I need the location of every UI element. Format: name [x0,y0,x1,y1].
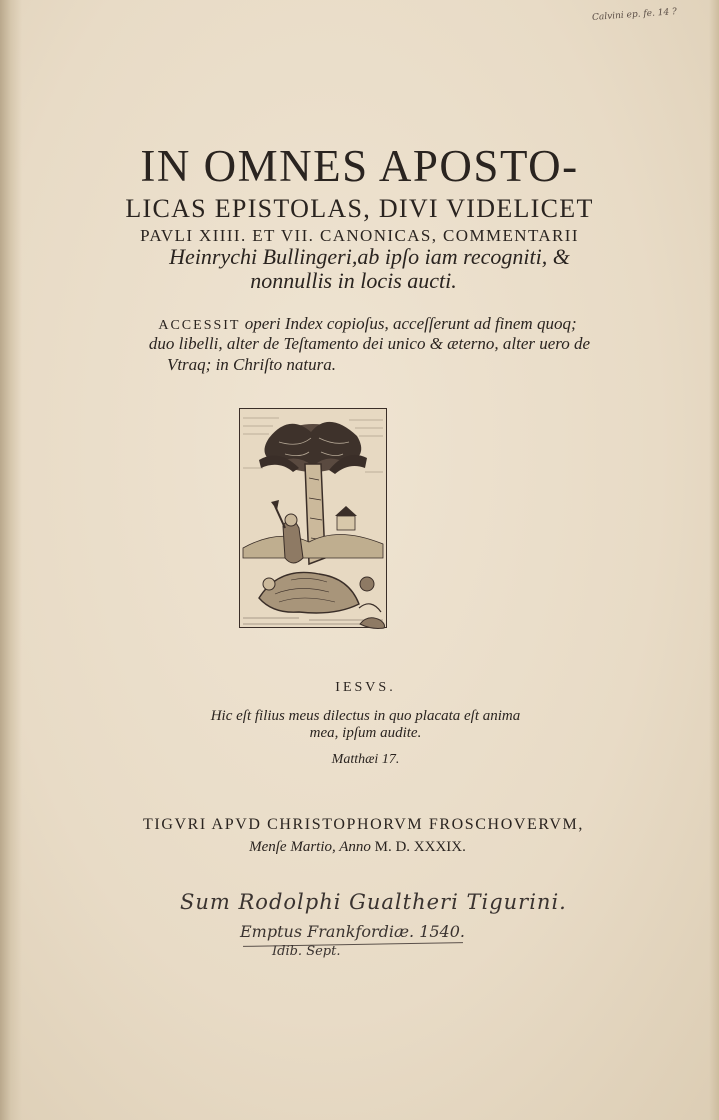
motto-line-1: Hic eſt filius meus dilectus in quo placata eſt anima [210,708,521,724]
motto-line-2: mea, ipſum audite. [309,725,422,741]
ownership-inscription-line-3: Idib. Sept. [272,944,341,959]
ownership-inscription-line-2: Emptus Frankfordiæ. 1540. [240,922,465,941]
motto-reference: Matthæi 17. [331,752,400,767]
imprint-mense: Menſe Martio, Anno [249,839,371,855]
accessit-line-2: duo libelli, alter de Teſtamento dei unico & æterno, alter uero de [148,334,591,353]
ownership-inscription-line-1: Sum Rodolphi Gualtheri Tigurini. [180,890,567,914]
title-line-5: nonnullis in locis aucti. [250,268,457,293]
title-line-3: PAVLI XIIII. ET VII. CANONICAS, COMMENTARII [140,226,579,245]
accessit-lead: ACCESSIT [158,318,241,333]
imprint-year: M. D. XXXIX. [370,839,466,855]
title-line-2: LICAS EPISTOLAS, DIVI VIDELICET [125,194,594,223]
printers-device-woodcut [239,408,387,628]
imprint-line-2 [0,839,717,856]
motto-iesus: IESVS. [335,680,396,695]
corner-manuscript-note: Calvini ep. fe. 14 ? [591,7,678,23]
accessit-line-3: Vtraq; in Chriſto natura. [166,355,337,374]
imprint-line-1: TIGVRI APVD CHRISTOPHORVM FROSCHOVERVM, [143,816,584,833]
title-line-4: Heinrychi Bullingeri,ab ipſo iam recogniti, & [169,244,570,269]
small-creature-woodcut [358,612,388,632]
accessit-line-1-rest: operi Index copioſus, acceſſerunt ad finem quoq; [240,314,577,333]
title-line-1: IN OMNES APOSTO- [140,141,579,191]
